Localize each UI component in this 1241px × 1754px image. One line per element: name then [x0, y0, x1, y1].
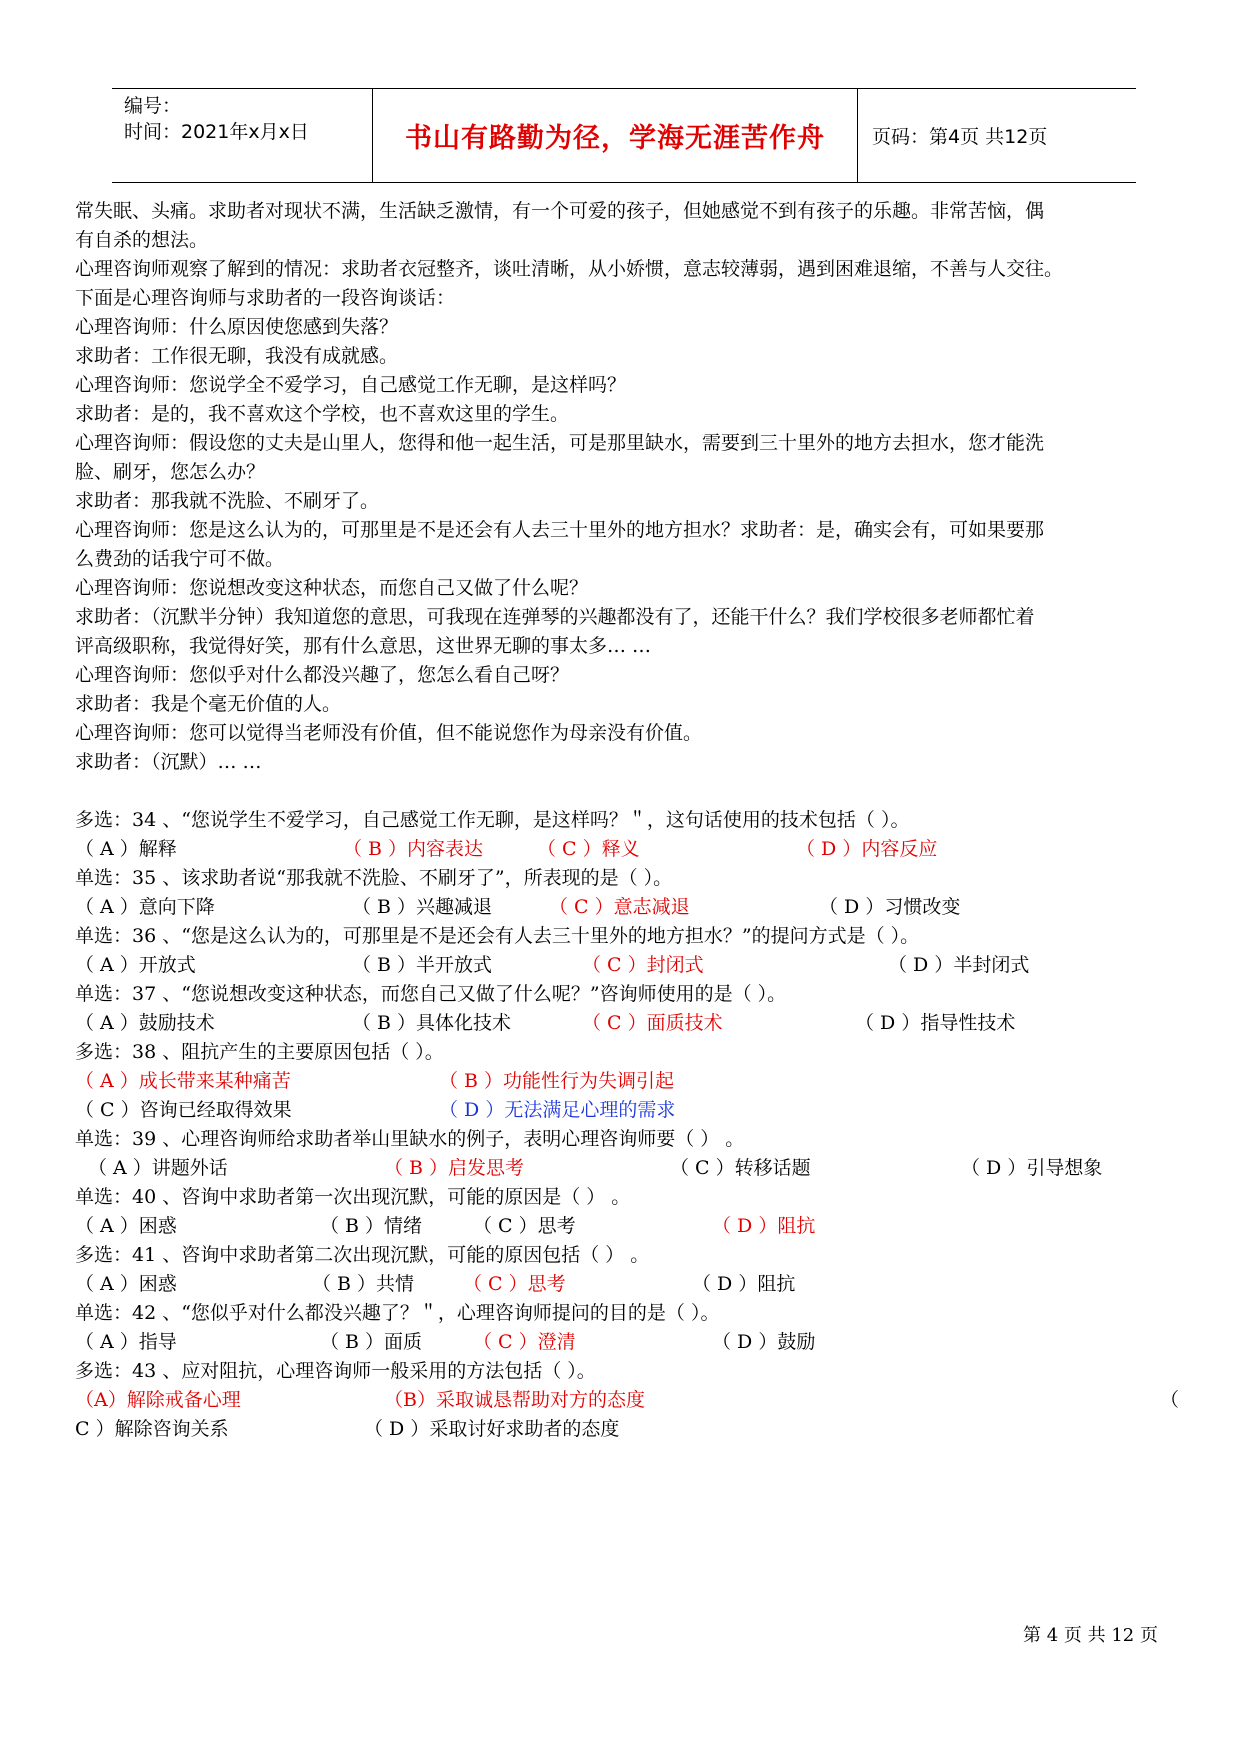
question-stem: 单选：37 、“您说想改变这种状态，而您自己又做了什么呢？”咨询师使用的是（ ）。 [75, 983, 787, 1005]
dialogue-line: 评高级职称，我觉得好笑，那有什么意思，这世界无聊的事太多… … [75, 635, 652, 657]
question-option: （ C ）意志减退 [549, 896, 690, 918]
question-option: （ D ）半封闭式 [888, 954, 1030, 976]
question-option: （ C ）思考 [473, 1215, 576, 1237]
dialogue-line: 求助者：是的，我不喜欢这个学校，也不喜欢这里的学生。 [75, 403, 570, 425]
question-stem: 单选：40 、咨询中求助者第一次出现沉默，可能的原因是（ ） 。 [75, 1186, 631, 1208]
dialogue-line: 心理咨询师：什么原因使您感到失落？ [75, 316, 399, 338]
question-stem: 单选：42 、“您似乎对什么都没兴趣了？＂，心理咨询师提问的目的是（ ）。 [75, 1302, 720, 1324]
question-option: （ B ）共情 [312, 1273, 415, 1295]
dialogue-line: 求助者：（沉默）… … [75, 751, 262, 773]
question-option: （ A ）成长带来某种痛苦 [75, 1070, 291, 1092]
question-option: （A）解除戒备心理 [75, 1389, 241, 1411]
dialogue-line: 心理咨询师：假设您的丈夫是山里人，您得和他一起生活，可是那里缺水，需要到三十里外的地方去担水，您才能洗 [75, 432, 1045, 454]
question-option: （ C ）咨询已经取得效果 [75, 1099, 292, 1121]
case-text-line: 常失眠、头痛。求助者对现状不满，生活缺乏激情，有一个可爱的孩子，但她感觉不到有孩子的乐趣。非常苦恼，偶 [75, 200, 1045, 222]
dialogue-line: 脸、刷牙，您怎么办？ [75, 461, 266, 483]
question-stem: 多选：38 、阻抗产生的主要原因包括（ ）。 [75, 1041, 444, 1063]
case-text-line: 有自杀的想法。 [75, 229, 209, 251]
dialogue-line: 么费劲的话我宁可不做。 [75, 548, 285, 570]
dialogue-line: 心理咨询师：您说学全不爱学习，自己感觉工作无聊，是这样吗？ [75, 374, 627, 396]
question-option: （ D ）采取讨好求助者的态度 [364, 1418, 620, 1440]
question-option: （ C ）转移话题 [670, 1157, 811, 1179]
question-option: （ D ）指导性技术 [855, 1012, 1016, 1034]
header-motto: 书山有路勤为径，学海无涯苦作舟 [405, 123, 825, 154]
question-stem: 单选：35 、该求助者说“那我就不洗脸、不刷牙了”，所表现的是（ ）。 [75, 867, 673, 889]
dialogue-line: 心理咨询师：您可以觉得当老师没有价值，但不能说您作为母亲没有价值。 [75, 722, 703, 744]
dialogue-line: 心理咨询师：您似乎对什么都没兴趣了，您怎么看自己呀？ [75, 664, 570, 686]
question-option: （ D ）阻抗 [712, 1215, 816, 1237]
question-option: （ D ）鼓励 [712, 1331, 816, 1353]
case-text-line: 下面是心理咨询师与求助者的一段咨询谈话： [75, 287, 456, 309]
question-option: （ D ）无法满足心理的需求 [439, 1099, 676, 1121]
question-option: （ A ）指导 [75, 1331, 177, 1353]
question-option: （ B ）功能性行为失调引起 [439, 1070, 675, 1092]
question-option: （ C ）释义 [537, 838, 640, 860]
question-option: （ D ）阻抗 [692, 1273, 796, 1295]
document-number-label: 编号： [124, 95, 182, 117]
question-option: （ B ）内容表达 [343, 838, 484, 860]
header-page-number: 页码：第4页 共12页 [872, 126, 1048, 148]
dialogue-line: 求助者：工作很无聊，我没有成就感。 [75, 345, 399, 367]
question-option: （ B ）具体化技术 [352, 1012, 512, 1034]
dialogue-line: 心理咨询师：您说想改变这种状态，而您自己又做了什么呢？ [75, 577, 589, 599]
page-header [112, 88, 1136, 183]
question-option: （ C ）封闭式 [582, 954, 704, 976]
question-option: （ C ）澄清 [473, 1331, 576, 1353]
dialogue-line: 心理咨询师：您是这么认为的，可那里是不是还会有人去三十里外的地方担水？求助者：是，确实会有，可如果要那 [75, 519, 1045, 541]
question-option: （ C ）思考 [463, 1273, 566, 1295]
dialogue-line: 求助者：那我就不洗脸、不刷牙了。 [75, 490, 380, 512]
question-option: （ A ）鼓励技术 [75, 1012, 215, 1034]
question-option: （ C ）面质技术 [582, 1012, 723, 1034]
question-option: （ A ）讲题外话 [88, 1157, 228, 1179]
question-option: （ B ）兴趣减退 [352, 896, 493, 918]
page-footer-number: 第 4 页 共 12 页 [1023, 1625, 1158, 1646]
question-option: （ D ）引导想象 [961, 1157, 1103, 1179]
dialogue-line: 求助者：（沉默半分钟）我知道您的意思，可我现在连弹琴的兴趣都没有了，还能干什么？我们学校很多老师都忙着 [75, 606, 1035, 628]
question-option: （ A ）意向下降 [75, 896, 215, 918]
case-text-line: 心理咨询师观察了解到的情况：求助者衣冠整齐，谈吐清晰，从小娇惯，意志较薄弱，遇到困难退缩，不善与人交往。 [75, 258, 1064, 280]
question-option: C ）解除咨询关系 [75, 1418, 229, 1440]
question-option: （ D ）内容反应 [796, 838, 938, 860]
question-option: （ A ）困惑 [75, 1273, 177, 1295]
question-stem: 多选：34 、“您说学生不爱学习，自己感觉工作无聊，是这样吗？＂，这句话使用的技术包括（ ）。 [75, 809, 910, 831]
question-option: （ A ）困惑 [75, 1215, 177, 1237]
question-stem: 单选：36 、“您是这么认为的，可那里是不是还会有人去三十里外的地方担水？”的提问方式是（ ）。 [75, 925, 920, 947]
question-option: （ B ）半开放式 [352, 954, 493, 976]
question-option: （ A ）开放式 [75, 954, 196, 976]
question-option: （ A ）解释 [75, 838, 177, 860]
document-date-label: 时间：2021年x月x日 [124, 121, 309, 143]
question-option: （B）采取诚恳帮助对方的态度 [384, 1389, 645, 1411]
question-stem: 多选：41 、咨询中求助者第二次出现沉默，可能的原因包括（ ） 。 [75, 1244, 650, 1266]
dialogue-line: 求助者：我是个毫无价值的人。 [75, 693, 342, 715]
question-option: （ B ）面质 [320, 1331, 423, 1353]
header-meta [124, 93, 309, 145]
question-stem: 单选：39 、心理咨询师给求助者举山里缺水的例子，表明心理咨询师要（ ） 。 [75, 1128, 745, 1150]
header-divider [857, 89, 858, 182]
question-option: （ B ）情绪 [320, 1215, 423, 1237]
question-option: （ [1160, 1389, 1180, 1411]
question-option: （ B ）启发思考 [384, 1157, 525, 1179]
question-option: （ D ）习惯改变 [819, 896, 961, 918]
question-stem: 多选：43 、应对阻抗，心理咨询师一般采用的方法包括（ ）。 [75, 1360, 596, 1382]
